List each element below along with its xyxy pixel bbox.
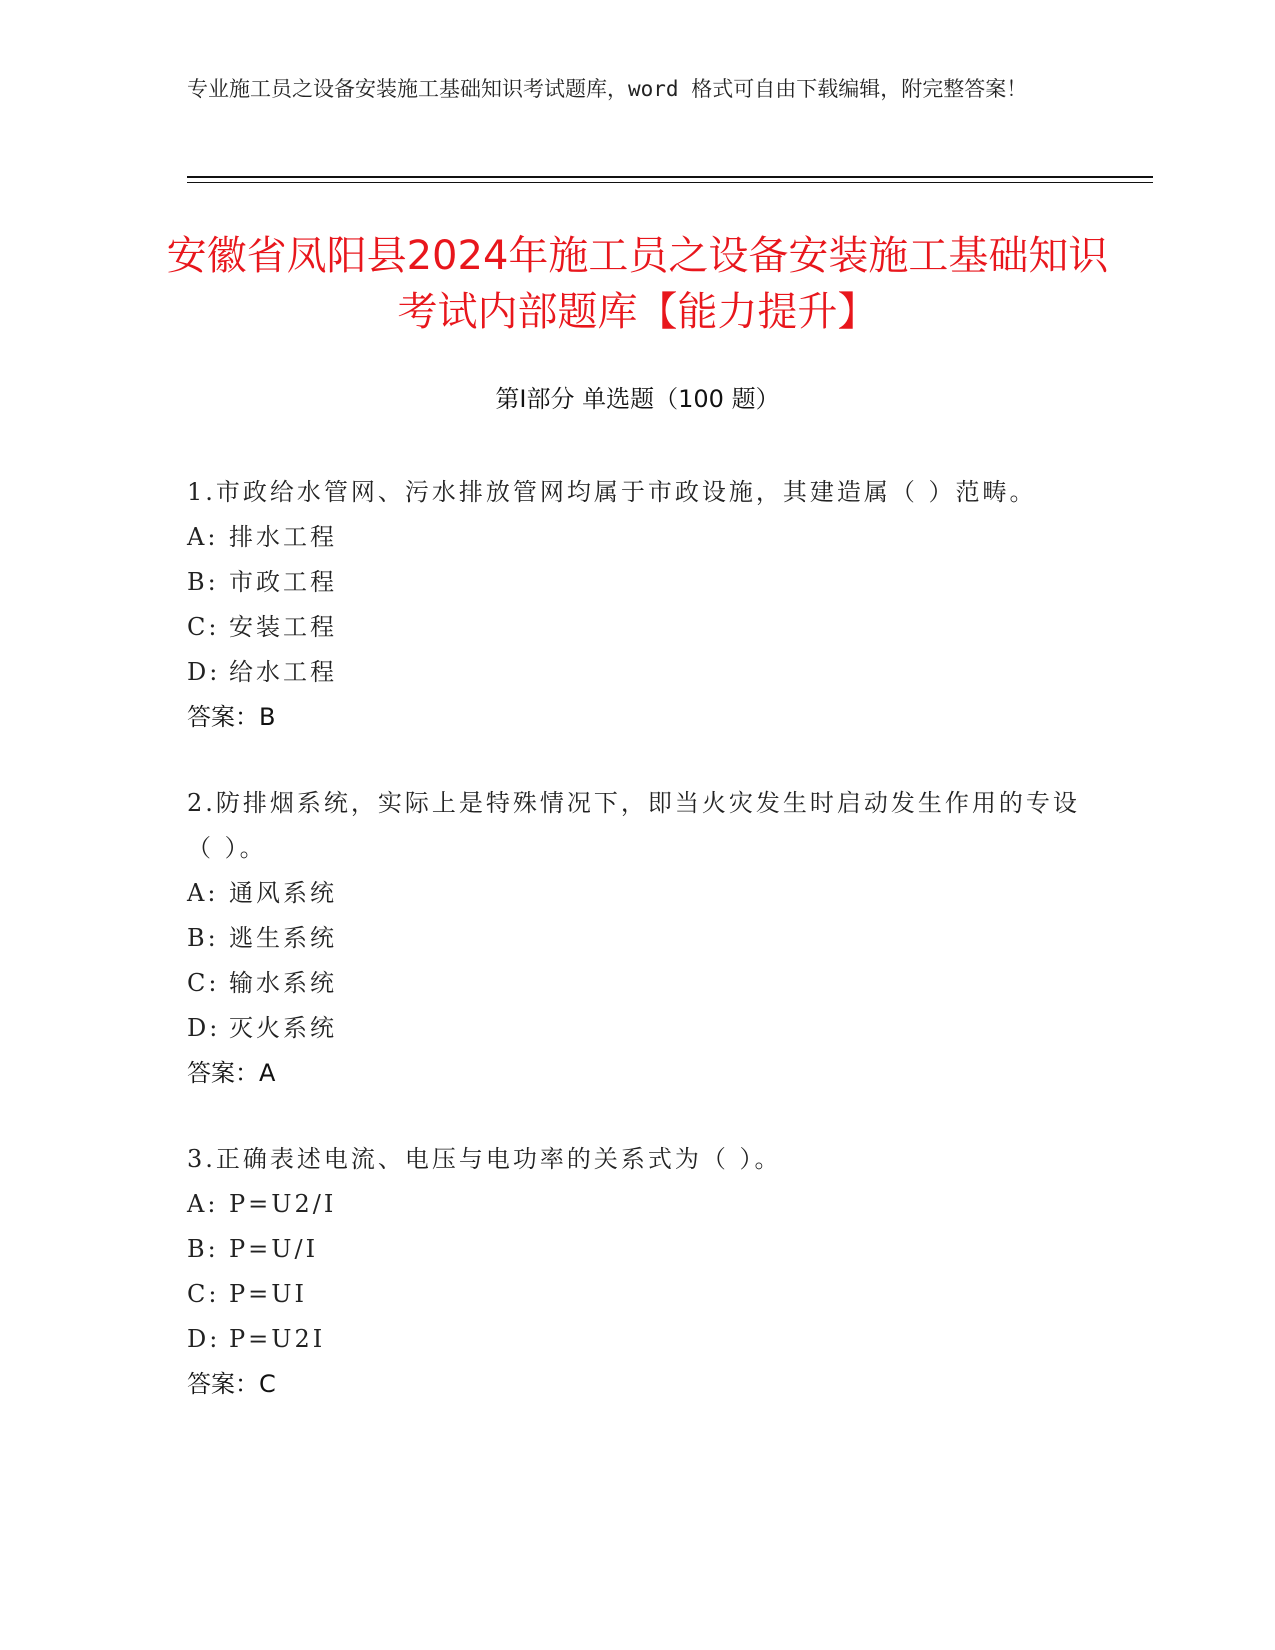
- option-text: 通风系统: [229, 879, 337, 907]
- option-text: 给水工程: [229, 658, 337, 686]
- document-title: 安徽省凤阳县2024年施工员之设备安装施工基础知识考试内部题库【能力提升】: [166, 233, 1109, 335]
- option-d: [187, 1006, 1087, 1051]
- option-key: C:: [187, 1280, 220, 1308]
- header-divider-thin: [187, 182, 1153, 183]
- option-a: [187, 515, 1087, 560]
- question-stem: 3.正确表述电流、电压与电功率的关系式为（ ）。: [187, 1145, 782, 1173]
- option-b: [187, 560, 1087, 605]
- question-2: [187, 781, 1087, 1096]
- question-1: [187, 470, 1087, 740]
- answer: 答案：C: [187, 1370, 276, 1398]
- answer: 答案：A: [187, 1059, 276, 1087]
- option-text: P=UI: [229, 1280, 307, 1308]
- option-key: A:: [187, 1190, 219, 1218]
- question-stem: 2.防排烟系统，实际上是特殊情况下，即当火灾发生时启动发生作用的专设（ ）。: [187, 789, 1080, 862]
- option-key: D:: [187, 658, 221, 686]
- section-title: 第Ⅰ部分 单选题（100 题）: [495, 385, 780, 413]
- option-text: 安装工程: [229, 613, 337, 641]
- option-key: C:: [187, 969, 220, 997]
- option-key: D:: [187, 1325, 221, 1353]
- question-3: [187, 1137, 1087, 1407]
- option-key: A:: [187, 879, 219, 907]
- option-key: C:: [187, 613, 220, 641]
- option-c: [187, 961, 1087, 1006]
- header-note: 专业施工员之设备安装施工基础知识考试题库，word 格式可自由下载编辑，附完整答案！: [187, 77, 1028, 101]
- header-divider-thick: [187, 176, 1153, 178]
- option-c: [187, 1272, 1087, 1317]
- option-key: B:: [187, 1235, 219, 1263]
- option-c: [187, 605, 1087, 650]
- option-text: 输水系统: [229, 969, 337, 997]
- option-a: [187, 871, 1087, 916]
- option-text: 市政工程: [229, 568, 337, 596]
- option-text: 逃生系统: [229, 924, 337, 952]
- option-text: P=U2I: [229, 1325, 326, 1353]
- option-d: [187, 650, 1087, 695]
- option-text: P=U2/I: [229, 1190, 337, 1218]
- option-text: 排水工程: [229, 523, 337, 551]
- option-text: 灭火系统: [229, 1014, 337, 1042]
- answer: 答案：B: [187, 703, 276, 731]
- option-b: [187, 1227, 1087, 1272]
- option-text: P=U/I: [229, 1235, 319, 1263]
- option-key: B:: [187, 568, 219, 596]
- option-key: B:: [187, 924, 219, 952]
- option-b: [187, 916, 1087, 961]
- option-key: A:: [187, 523, 219, 551]
- question-stem: 1.市政给水管网、污水排放管网均属于市政设施，其建造属（ ）范畴。: [187, 478, 1037, 506]
- option-a: [187, 1182, 1087, 1227]
- question-list: [187, 470, 1087, 1448]
- option-key: D:: [187, 1014, 221, 1042]
- option-d: [187, 1317, 1087, 1362]
